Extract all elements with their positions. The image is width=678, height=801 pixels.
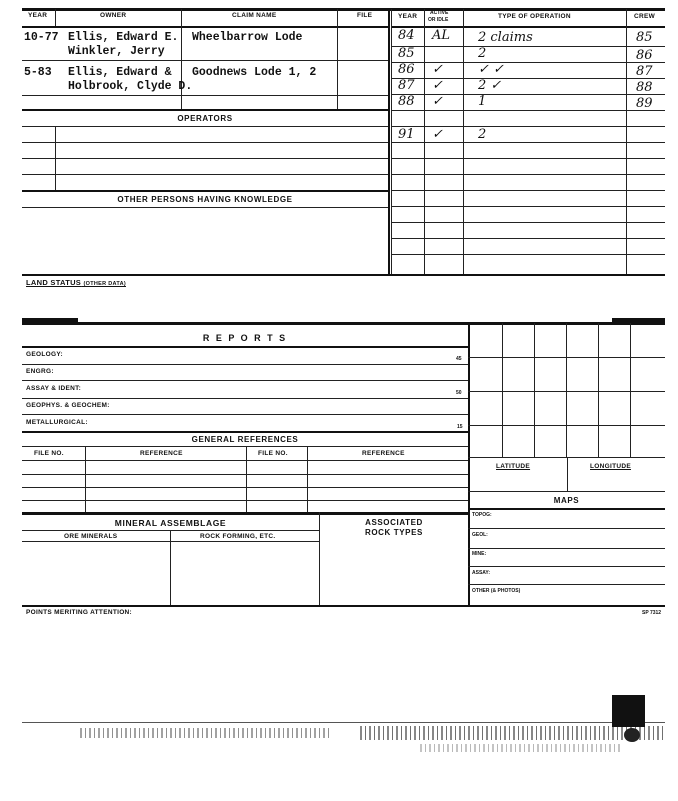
grid-col-1 — [502, 323, 503, 457]
activity-row3-type: ✓ ✓ — [478, 62, 504, 77]
activity-row1-crew: 85 — [636, 30, 653, 45]
registration-block — [612, 695, 645, 727]
maps-heading-rule — [468, 508, 665, 510]
gen-ref-heading-rule — [22, 446, 468, 447]
grid-col-3 — [566, 323, 567, 457]
land-status-rule — [22, 274, 665, 276]
land-status-label — [26, 278, 126, 287]
report-rule-2 — [22, 380, 468, 381]
gen-ref-rule-1 — [22, 474, 468, 475]
row2-year: 5-83 — [24, 66, 52, 79]
gen-ref-col-ref-2: REFERENCE — [362, 450, 405, 457]
activity-row5-active: ✓ — [432, 94, 443, 109]
activity-rule-9 — [392, 174, 665, 175]
operators-rule-1 — [22, 126, 388, 127]
row1-year: 10-77 — [24, 31, 59, 44]
gen-ref-divider-1 — [85, 446, 86, 512]
map-rule-4 — [468, 584, 665, 585]
assoc-rock-line-1: ASSOCIATED — [365, 518, 423, 527]
rock-forming-label: ROCK FORMING, ETC. — [200, 533, 276, 540]
activity-header-or-idle: OR IDLE — [428, 17, 449, 23]
registration-dot — [624, 728, 640, 742]
operators-rule-3 — [22, 158, 388, 159]
map-mine: MINE: — [472, 551, 487, 557]
row1-rule — [22, 60, 388, 61]
report-metallurgical: METALLURGICAL: — [26, 419, 88, 426]
col-divider-owner — [181, 9, 182, 109]
activity-header-crew: CREW — [634, 13, 656, 20]
reports-heading: R E P O R T S — [202, 333, 288, 343]
activity-row2-year: 85 — [398, 46, 415, 61]
row2-owner-2: Holbrook, Clyde D. — [68, 80, 193, 93]
row2-rule — [22, 95, 388, 96]
mineral-divider — [170, 530, 171, 606]
activity-rule-1 — [392, 46, 665, 47]
report-rule-1 — [22, 364, 468, 365]
operators-rule-2 — [22, 142, 388, 143]
report-geology: GEOLOGY: — [26, 351, 63, 358]
map-rule-3 — [468, 566, 665, 567]
row2-claim: Goodnews Lode 1, 2 — [192, 66, 317, 79]
activity-row5-year: 88 — [398, 94, 415, 109]
maps-heading: MAPS — [553, 496, 580, 505]
activity-row6-year: 91 — [398, 127, 415, 142]
report-metallurgical-num: 15 — [457, 424, 463, 430]
activity-row2-type: 2 — [478, 46, 487, 61]
header-claim-name: CLAIM NAME — [232, 12, 277, 19]
col-divider-year — [55, 9, 56, 26]
report-geology-num: 45 — [456, 356, 462, 362]
other-persons-heading: OTHER PERSONS HAVING KNOWLEDGE — [117, 195, 293, 204]
gen-ref-col-rule — [22, 460, 468, 461]
row1-owner-1: Ellis, Edward E. — [68, 31, 179, 44]
gen-ref-top-rule — [22, 431, 468, 433]
bottom-rule — [22, 605, 665, 607]
scan-smudge-left — [80, 728, 330, 738]
gen-ref-col-file-1: FILE NO. — [34, 450, 64, 457]
map-assay: ASSAY: — [472, 570, 491, 576]
gen-ref-divider-3 — [307, 446, 308, 512]
reports-heading-rule — [22, 346, 468, 348]
activity-row4-active: ✓ — [432, 78, 443, 93]
map-other: OTHER (& PHOTOS) — [472, 588, 521, 594]
assoc-rock-line-2: ROCK TYPES — [364, 528, 423, 537]
activity-rule-12 — [392, 222, 665, 223]
activity-rule-8 — [392, 158, 665, 159]
coord-divider — [567, 457, 568, 491]
top-border — [22, 8, 665, 11]
other-persons-top-rule — [22, 190, 388, 192]
map-topog: TOPOG: — [472, 512, 492, 518]
gen-ref-col-ref-1: REFERENCE — [140, 450, 183, 457]
activity-header-year: YEAR — [398, 13, 418, 20]
operators-rule-4 — [22, 174, 388, 175]
activity-header-active: ACTIVE — [430, 10, 449, 16]
activity-row1-active: AL — [432, 28, 451, 43]
assoc-divider — [319, 512, 320, 606]
map-geol: GEOL: — [472, 532, 488, 538]
activity-row6-active: ✓ — [432, 127, 443, 142]
activity-row3-active: ✓ — [432, 62, 443, 77]
scan-smudge-right — [360, 726, 665, 740]
activity-header-type: TYPE OF OPERATION — [498, 13, 571, 20]
header-rule — [22, 26, 388, 28]
activity-row6-type: 2 — [478, 127, 487, 142]
ore-minerals-label: ORE MINERALS — [64, 533, 118, 540]
col-divider-claim — [337, 9, 338, 109]
form-number: SP 7312 — [642, 610, 662, 616]
reports-top-border — [22, 322, 665, 325]
points-meriting-label: POINTS MERITING ATTENTION: — [26, 609, 133, 616]
gen-ref-col-file-2: FILE NO. — [258, 450, 288, 457]
activity-rule-10 — [392, 190, 665, 191]
grid-col-4 — [598, 323, 599, 457]
operators-divider — [55, 126, 56, 190]
activity-row5-type: 1 — [478, 94, 487, 109]
report-rule-4 — [22, 414, 468, 415]
activity-row4-year: 87 — [398, 78, 415, 93]
gen-ref-rule-3 — [22, 500, 468, 501]
land-status-title: LAND STATUS — [26, 278, 82, 287]
mineral-heading: MINERAL ASSEMBLAGE — [114, 518, 227, 528]
grid-col-5 — [630, 323, 631, 457]
activity-row4-type: 2 ✓ — [478, 78, 502, 93]
report-geophys: GEOPHYS. & GEOCHEM: — [26, 402, 110, 409]
report-assay-num: 50 — [456, 390, 462, 396]
grid-col-2 — [534, 323, 535, 457]
maps-left-border — [468, 323, 470, 606]
activity-rule-11 — [392, 206, 665, 207]
scan-smudge-lower — [420, 744, 620, 752]
activity-row2-crew: 86 — [636, 48, 653, 63]
gen-ref-divider-2 — [246, 446, 247, 512]
operators-top-rule — [22, 109, 388, 111]
report-assay: ASSAY & IDENT: — [26, 385, 82, 392]
map-rule-2 — [468, 548, 665, 549]
report-engrg: ENGRG: — [26, 368, 54, 375]
grid-row-3 — [468, 425, 665, 426]
mineral-top-rule — [22, 512, 468, 515]
activity-row4-crew: 88 — [636, 80, 653, 95]
activity-row3-crew: 87 — [636, 64, 653, 79]
header-file: FILE — [357, 12, 373, 19]
grid-row-2 — [468, 391, 665, 392]
row1-owner-2: Winkler, Jerry — [68, 45, 165, 58]
latitude-label: LATITUDE — [496, 463, 531, 470]
gen-ref-heading: GENERAL REFERENCES — [191, 435, 299, 444]
report-rule-3 — [22, 398, 468, 399]
land-status-sub: (OTHER DATA) — [83, 281, 126, 287]
activity-left-border — [388, 9, 390, 274]
coord-bottom-rule — [468, 491, 665, 492]
activity-row1-year: 84 — [398, 28, 415, 43]
activity-rule-7 — [392, 142, 665, 143]
activity-rule-14 — [392, 254, 665, 255]
scan-line — [22, 722, 665, 723]
operators-heading: OPERATORS — [177, 114, 233, 123]
activity-row5-crew: 89 — [636, 96, 653, 111]
activity-rule-13 — [392, 238, 665, 239]
gen-ref-rule-2 — [22, 487, 468, 488]
activity-rule-5 — [392, 110, 665, 111]
row1-claim: Wheelbarrow Lode — [192, 31, 303, 44]
activity-row1-type: 2 claims — [478, 30, 533, 45]
longitude-label: LONGITUDE — [590, 463, 631, 470]
grid-row-1 — [468, 357, 665, 358]
header-year: YEAR — [28, 12, 48, 19]
map-rule-1 — [468, 528, 665, 529]
header-owner: OWNER — [100, 12, 127, 19]
row2-owner-1: Ellis, Edward & — [68, 66, 172, 79]
activity-row3-year: 86 — [398, 62, 415, 77]
other-persons-rule — [22, 207, 388, 208]
